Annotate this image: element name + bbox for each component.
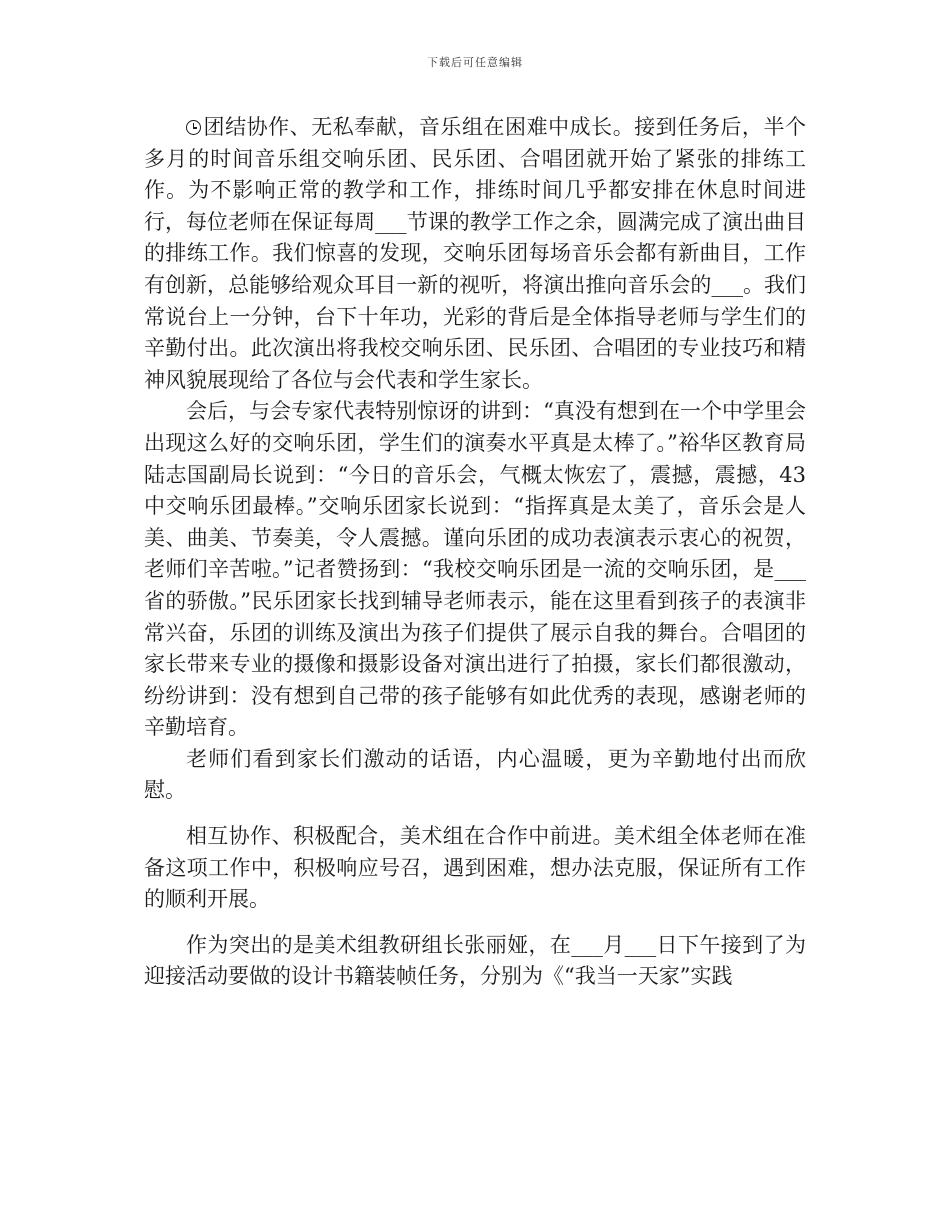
paragraph-music-group [144,112,806,396]
document-body [144,112,806,993]
clock-icon [186,120,201,135]
paragraph-text: 团结协作、无私奉献，音乐组在困难中成长。接到任务后，半个多月的时间音乐组交响乐团、民乐团、合唱团就开始了紧张的排练工作。为不影响正常的教学和工作，排练时间几乎都安排在休息时间进行，每位老师在保证每周___节课的教学工作之余，圆满完成了演出曲目的排练工作。我们惊喜的发现，交响乐团每场音乐会都有新曲目，工作有创新，总能够给观众耳目一新的视听，将演出推向音乐会的___。我们常说台上一分钟，台下十年功，光彩的背后是全体指导老师与学生们的辛勤付出。此次演出将我校交响乐团、民乐团、合唱团的专业技巧和精神风貌展现给了各位与会代表和学生家长。 [144,115,806,392]
paragraph-art-leader: 作为突出的是美术组教研组长张丽娅，在___月___日下午接到了为迎接活动要做的设计书籍装帧任务，分别为《“我当一天家”实践 [144,932,806,989]
page-header: 下载后可任意编辑 [427,56,523,69]
paragraph-art-group: 相互协作、积极配合，美术组在合作中前进。美术组全体老师在准备这项工作中，积极响应号召，遇到困难，想办法克服，保证所有工作的顺利开展。 [144,824,806,912]
paragraph-teachers-moved: 老师们看到家长们激动的话语，内心温暖，更为辛勤地付出而欣慰。 [144,746,806,803]
paragraph-after-meeting: 会后，与会专家代表特别惊讶的讲到：“真没有想到在一个中学里会出现这么好的交响乐团，学生们的演奏水平真是太棒了。”裕华区教育局陆志国副局长说到：“今日的音乐会，气概太恢宏了，震撼，震撼，43中交响乐团最棒。”交响乐团家长说到：“指挥真是太美了，音乐会是人美、曲美、节奏美，令人震撼。谨向乐团的成功表演表示衷心的祝贺，老师们辛苦啦。”记者赞扬到：“我校交响乐团是一流的交响乐团，是___省的骄傲。”民乐团家长找到辅导老师表示，能在这里看到孩子的表演非常兴奋，乐团的训练及演出为孩子们提供了展示自我的舞台。合唱团的家长带来专业的摄像和摄影设备对演出进行了拍摄，家长们都很激动，纷纷讲到：没有想到自己带的孩子能够有如此优秀的表现，感谢老师的辛勤培育。 [144,399,806,740]
